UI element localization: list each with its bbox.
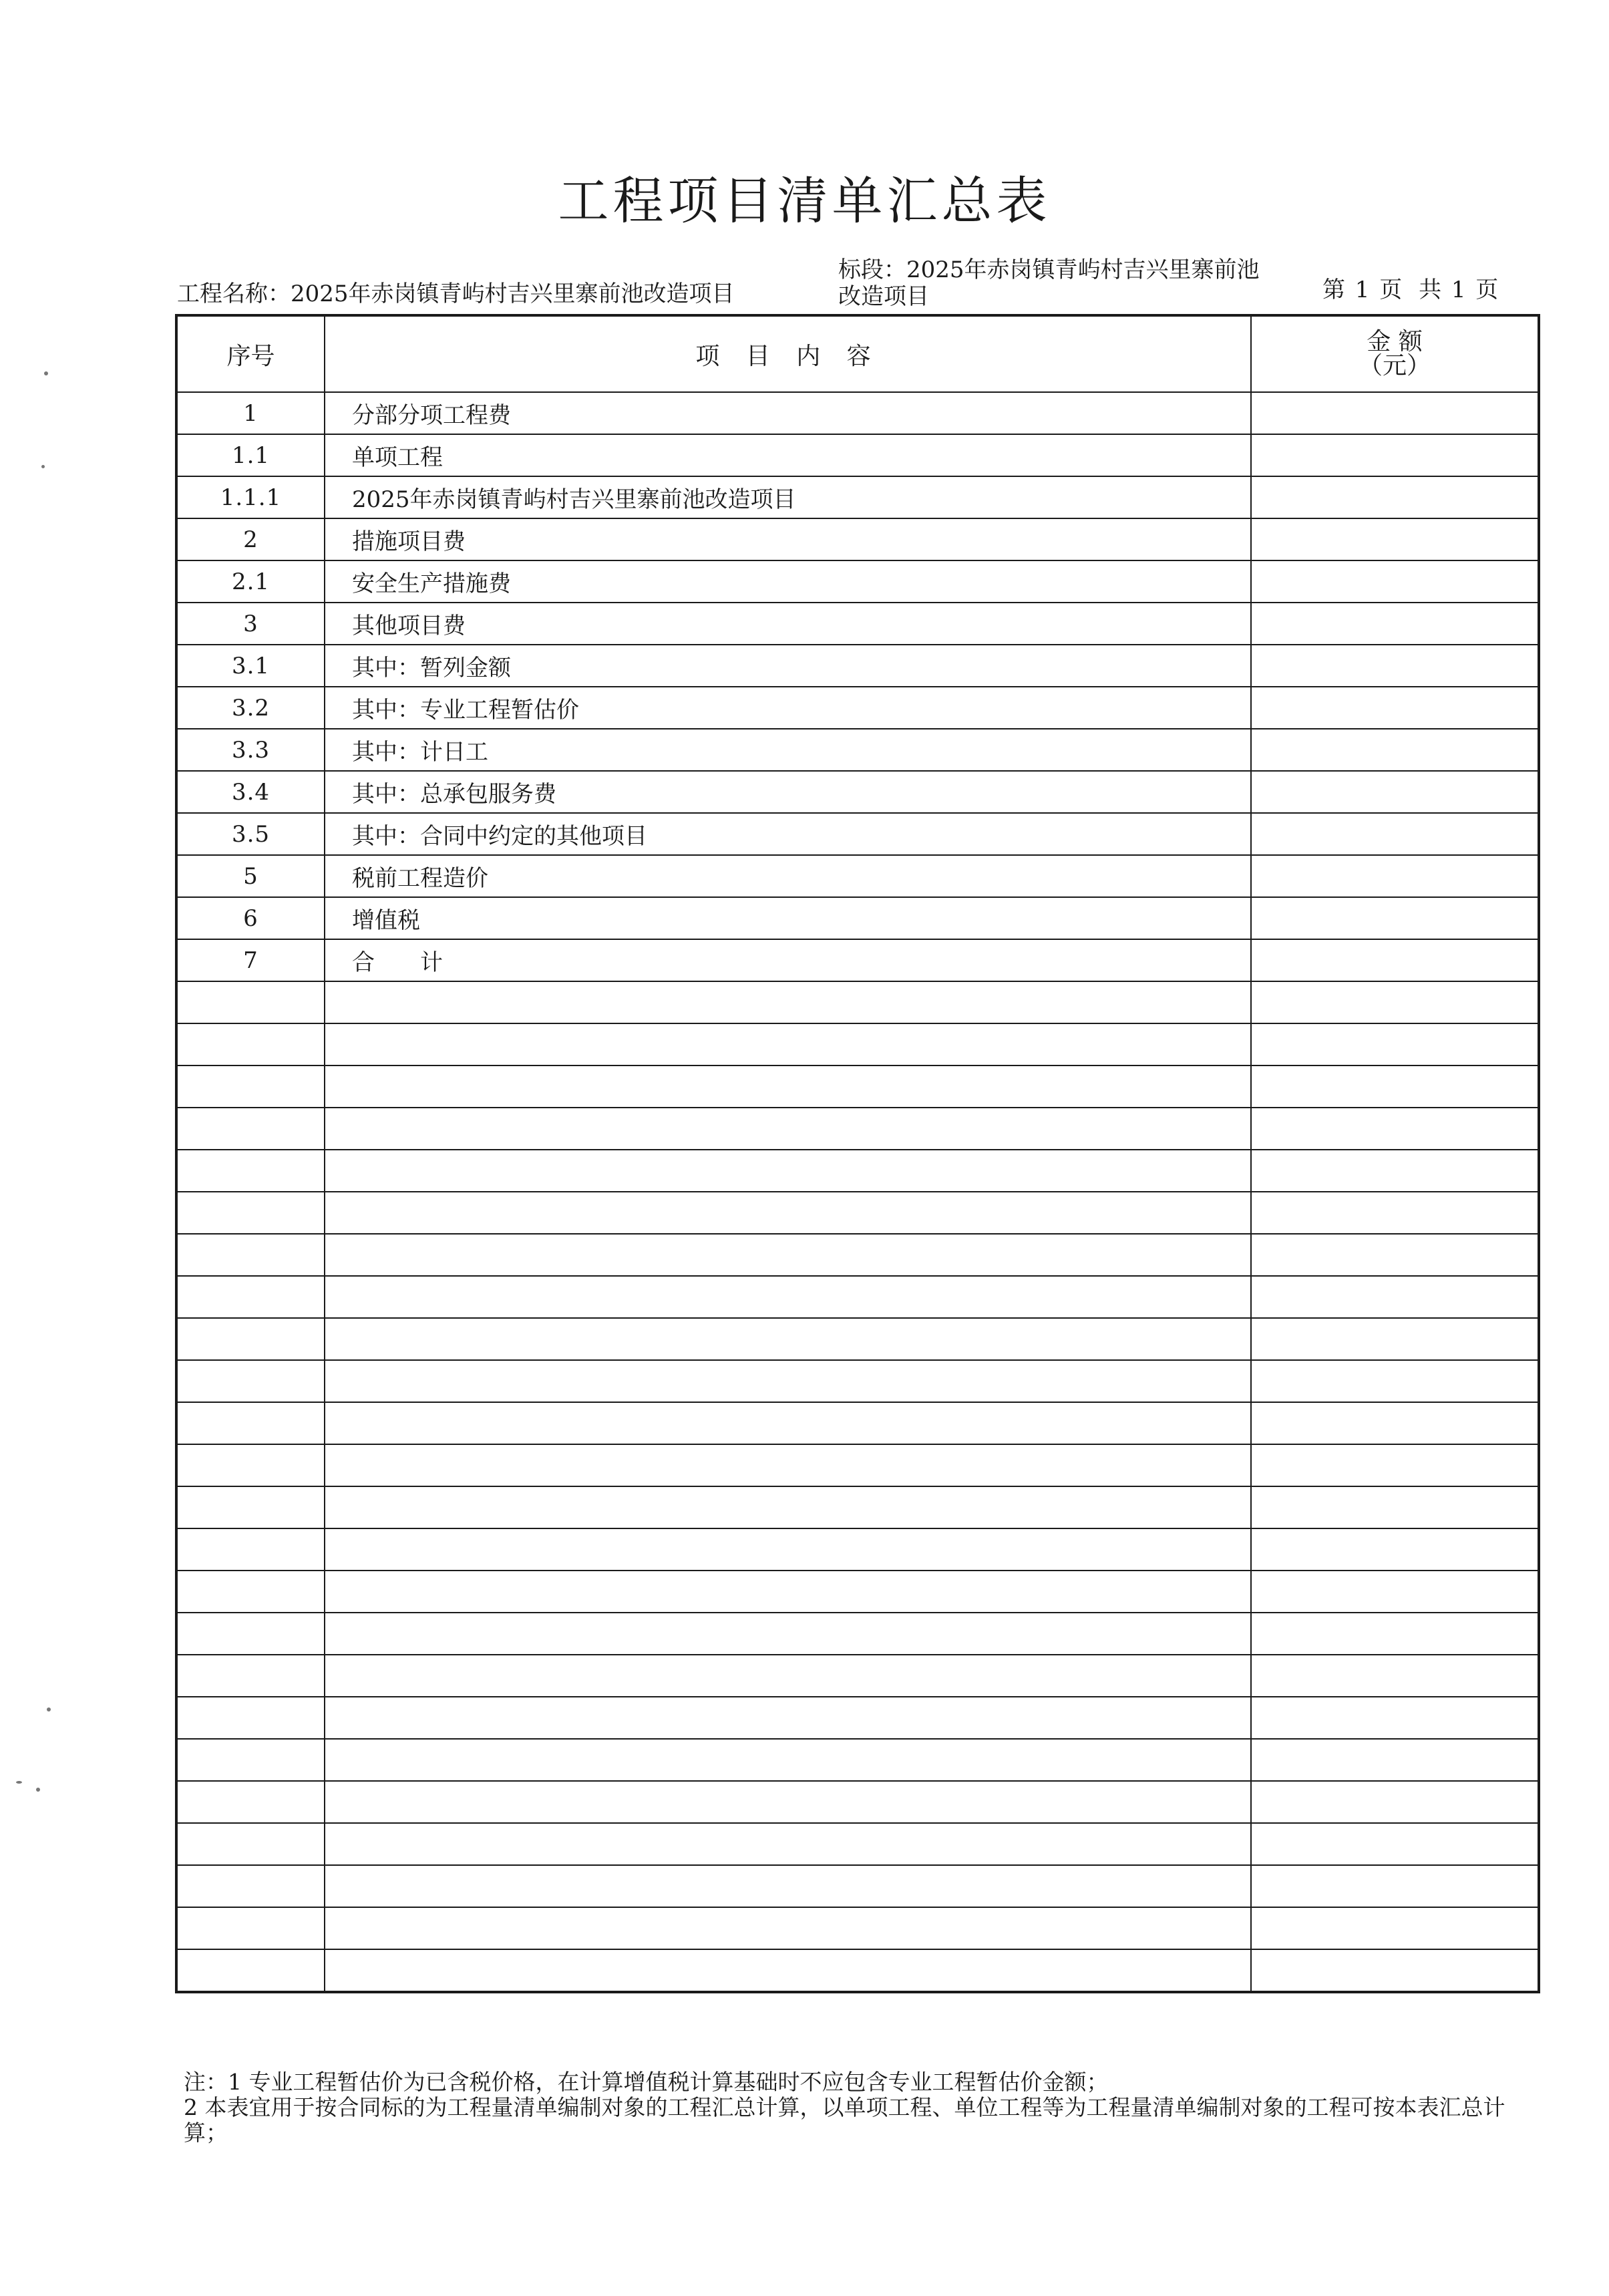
empty-cell: [1251, 1192, 1539, 1234]
empty-cell: [176, 1360, 325, 1402]
row-number: 3.1: [176, 645, 325, 687]
row-amount: [1251, 939, 1539, 981]
empty-cell: [325, 1192, 1251, 1234]
empty-cell: [176, 1528, 325, 1571]
empty-cell: [1251, 1360, 1539, 1402]
row-number: 2.1: [176, 560, 325, 603]
header-item: 项 目 内 容: [325, 315, 1251, 392]
row-number: 2: [176, 518, 325, 560]
empty-row: [176, 1023, 1539, 1065]
empty-row: [176, 1739, 1539, 1781]
empty-cell: [1251, 1150, 1539, 1192]
empty-cell: [176, 1486, 325, 1528]
row-number: 5: [176, 855, 325, 897]
table-row: [176, 518, 1539, 560]
empty-cell: [176, 1613, 325, 1655]
empty-cell: [176, 1402, 325, 1444]
footnote-1: 注：1 专业工程暂估价为已含税价格，在计算增值税计算基础时不应包含专业工程暂估价金额；: [184, 2069, 1109, 2095]
empty-row: [176, 1192, 1539, 1234]
row-number: 3.2: [176, 687, 325, 729]
row-amount: [1251, 434, 1539, 476]
row-number: 1: [176, 392, 325, 434]
empty-cell: [1251, 1571, 1539, 1613]
empty-row: [176, 1865, 1539, 1907]
row-amount: [1251, 518, 1539, 560]
project-name: 工程名称：2025年赤岗镇青屿村吉兴里寨前池改造项目: [177, 281, 735, 307]
table-body: [176, 392, 1539, 1992]
empty-cell: [176, 981, 325, 1023]
empty-cell: [1251, 1613, 1539, 1655]
empty-row: [176, 1108, 1539, 1150]
empty-cell: [1251, 1234, 1539, 1276]
empty-cell: [1251, 1318, 1539, 1360]
row-number: 3.4: [176, 771, 325, 813]
row-item: 其他项目费: [325, 603, 1251, 645]
footnote-2: 2 本表宜用于按合同标的为工程量清单编制对象的工程汇总计算，以单项工程、单位工程等为工程量清单编制对象的工程可按本表汇总计算；: [184, 2094, 1505, 2146]
empty-cell: [1251, 1402, 1539, 1444]
empty-cell: [325, 1402, 1251, 1444]
header-amount-line: 金 额: [1367, 328, 1423, 355]
table-row: [176, 813, 1539, 855]
empty-cell: [176, 1907, 325, 1949]
row-amount: [1251, 645, 1539, 687]
empty-cell: [325, 1528, 1251, 1571]
table-row: [176, 434, 1539, 476]
scan-speck: [44, 371, 48, 375]
row-number: 3.5: [176, 813, 325, 855]
empty-row: [176, 1444, 1539, 1486]
header-amount: [1251, 315, 1539, 392]
empty-cell: [1251, 1023, 1539, 1065]
scan-speck: [47, 1707, 51, 1711]
row-number: 1.1: [176, 434, 325, 476]
empty-cell: [325, 1655, 1251, 1697]
empty-row: [176, 1823, 1539, 1865]
table-row: [176, 645, 1539, 687]
empty-cell: [1251, 1108, 1539, 1150]
empty-cell: [325, 1949, 1251, 1992]
empty-row: [176, 1318, 1539, 1360]
empty-row: [176, 1276, 1539, 1318]
row-item: 2025年赤岗镇青屿村吉兴里寨前池改造项目: [325, 476, 1251, 518]
header-amount-text: [1252, 330, 1538, 378]
row-item: 其中：专业工程暂估价: [325, 687, 1251, 729]
empty-cell: [1251, 1065, 1539, 1108]
table-row: [176, 771, 1539, 813]
empty-cell: [325, 1697, 1251, 1739]
empty-cell: [1251, 1949, 1539, 1992]
empty-row: [176, 1571, 1539, 1613]
empty-row: [176, 1949, 1539, 1992]
table-row: [176, 939, 1539, 981]
empty-cell: [325, 1065, 1251, 1108]
row-number: 6: [176, 897, 325, 939]
row-item: 分部分项工程费: [325, 392, 1251, 434]
empty-row: [176, 1150, 1539, 1192]
empty-cell: [1251, 1444, 1539, 1486]
empty-cell: [176, 1697, 325, 1739]
empty-cell: [1251, 1781, 1539, 1823]
table-row: [176, 897, 1539, 939]
row-item: 措施项目费: [325, 518, 1251, 560]
row-amount: [1251, 813, 1539, 855]
empty-cell: [325, 1276, 1251, 1318]
empty-cell: [176, 1781, 325, 1823]
empty-cell: [325, 1907, 1251, 1949]
empty-cell: [176, 1865, 325, 1907]
table-row: [176, 476, 1539, 518]
header-amount-line: （元）: [1358, 352, 1431, 379]
empty-cell: [325, 1150, 1251, 1192]
row-item: 其中：计日工: [325, 729, 1251, 771]
empty-cell: [1251, 1486, 1539, 1528]
row-item: 安全生产措施费: [325, 560, 1251, 603]
empty-row: [176, 1486, 1539, 1528]
section-name: 标段：2025年赤岗镇青屿村吉兴里寨前池改造项目: [838, 257, 1260, 310]
table-row: [176, 729, 1539, 771]
scan-speck: [16, 1781, 22, 1784]
header-no: 序号: [176, 315, 325, 392]
row-number: 3: [176, 603, 325, 645]
row-number: 7: [176, 939, 325, 981]
empty-cell: [325, 1823, 1251, 1865]
empty-cell: [176, 1823, 325, 1865]
table-row: [176, 392, 1539, 434]
empty-cell: [1251, 1528, 1539, 1571]
empty-row: [176, 981, 1539, 1023]
empty-row: [176, 1907, 1539, 1949]
row-amount: [1251, 855, 1539, 897]
empty-cell: [176, 1150, 325, 1192]
empty-cell: [176, 1655, 325, 1697]
row-item: 税前工程造价: [325, 855, 1251, 897]
table-header-row: [176, 315, 1539, 392]
empty-cell: [176, 1023, 325, 1065]
row-item: 其中：暂列金额: [325, 645, 1251, 687]
empty-cell: [325, 1234, 1251, 1276]
empty-cell: [325, 1108, 1251, 1150]
row-amount: [1251, 771, 1539, 813]
empty-cell: [325, 1613, 1251, 1655]
empty-cell: [325, 1781, 1251, 1823]
page-total: 共 1 页: [1419, 277, 1500, 303]
table-row: [176, 687, 1539, 729]
document-title: 工程项目清单汇总表: [558, 171, 1051, 230]
empty-cell: [176, 1318, 325, 1360]
footnotes: [184, 2070, 1540, 2146]
empty-row: [176, 1655, 1539, 1697]
empty-cell: [325, 1739, 1251, 1781]
row-amount: [1251, 560, 1539, 603]
empty-cell: [176, 1065, 325, 1108]
empty-row: [176, 1360, 1539, 1402]
row-item: 其中：合同中约定的其他项目: [325, 813, 1251, 855]
empty-cell: [1251, 1655, 1539, 1697]
empty-row: [176, 1065, 1539, 1108]
empty-cell: [176, 1276, 325, 1318]
empty-cell: [176, 1739, 325, 1781]
empty-cell: [176, 1571, 325, 1613]
row-amount: [1251, 687, 1539, 729]
empty-cell: [176, 1444, 325, 1486]
table-row: [176, 560, 1539, 603]
row-number: 1.1.1: [176, 476, 325, 518]
empty-cell: [325, 1023, 1251, 1065]
empty-cell: [1251, 1697, 1539, 1739]
empty-cell: [176, 1949, 325, 1992]
page-indicator: [1322, 277, 1506, 303]
empty-cell: [1251, 981, 1539, 1023]
empty-cell: [1251, 1865, 1539, 1907]
row-item: 单项工程: [325, 434, 1251, 476]
row-number: 3.3: [176, 729, 325, 771]
summary-table: [175, 314, 1540, 1993]
empty-cell: [325, 1865, 1251, 1907]
empty-cell: [176, 1108, 325, 1150]
row-item: 合 计: [325, 939, 1251, 981]
table-row: [176, 855, 1539, 897]
empty-cell: [325, 1571, 1251, 1613]
empty-row: [176, 1697, 1539, 1739]
empty-cell: [176, 1192, 325, 1234]
empty-row: [176, 1402, 1539, 1444]
empty-cell: [176, 1234, 325, 1276]
empty-cell: [325, 1318, 1251, 1360]
empty-row: [176, 1613, 1539, 1655]
row-amount: [1251, 897, 1539, 939]
scan-speck: [36, 1788, 40, 1792]
empty-cell: [325, 981, 1251, 1023]
empty-cell: [325, 1360, 1251, 1402]
empty-cell: [1251, 1276, 1539, 1318]
empty-row: [176, 1781, 1539, 1823]
empty-cell: [1251, 1907, 1539, 1949]
scan-speck: [41, 465, 45, 468]
row-item: 增值税: [325, 897, 1251, 939]
page-current: 第 1 页: [1322, 277, 1404, 303]
empty-row: [176, 1528, 1539, 1571]
empty-cell: [325, 1444, 1251, 1486]
row-amount: [1251, 476, 1539, 518]
empty-row: [176, 1234, 1539, 1276]
row-item: 其中：总承包服务费: [325, 771, 1251, 813]
empty-cell: [1251, 1823, 1539, 1865]
empty-cell: [1251, 1739, 1539, 1781]
empty-cell: [325, 1486, 1251, 1528]
row-amount: [1251, 729, 1539, 771]
row-amount: [1251, 603, 1539, 645]
row-amount: [1251, 392, 1539, 434]
table-row: [176, 603, 1539, 645]
